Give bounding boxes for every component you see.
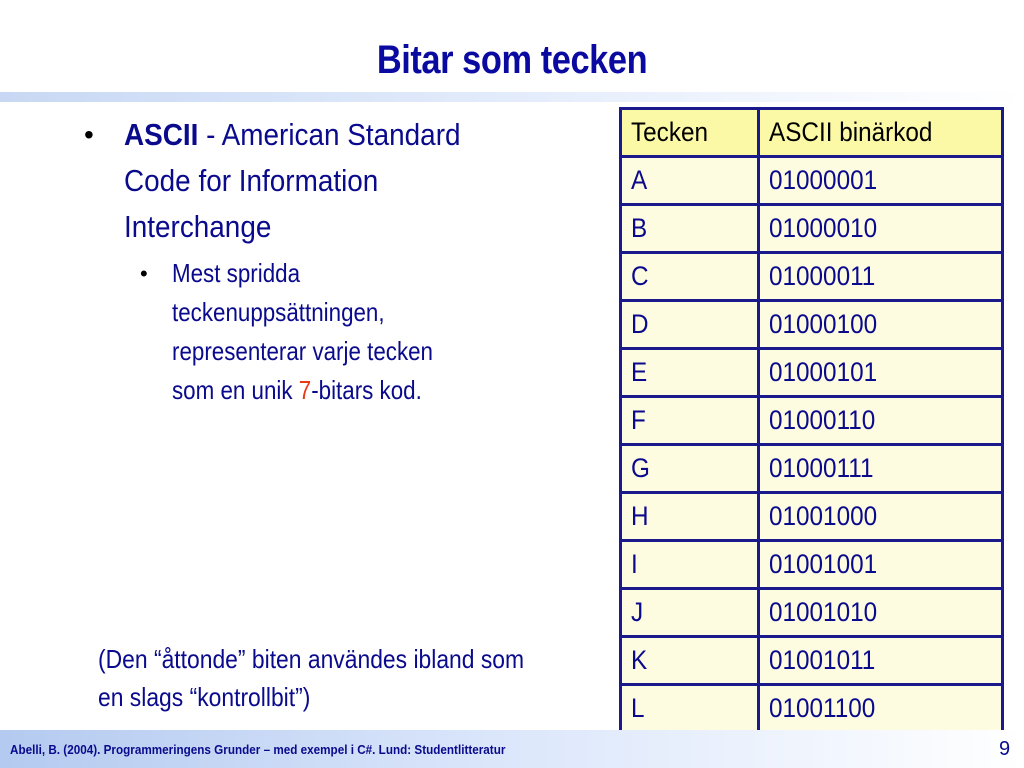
table-header-binary: ASCII binärkod <box>759 109 1003 157</box>
table-cell-binary: 01000010 <box>759 205 1003 253</box>
ascii-table <box>619 107 1004 734</box>
sub-bullet-description <box>84 254 504 410</box>
table-row <box>621 349 1003 397</box>
bullet-marker: • <box>84 119 94 150</box>
sub-bullet-text <box>172 254 456 410</box>
title-underline-band <box>0 92 1024 102</box>
table-cell-binary: 01001010 <box>759 589 1003 637</box>
table-cell-char: G <box>621 445 759 493</box>
table-cell-char: J <box>621 589 759 637</box>
table-cell-binary: 01000110 <box>759 397 1003 445</box>
table-row <box>621 685 1003 733</box>
table-cell-char: A <box>621 157 759 205</box>
ascii-table-container <box>619 107 1004 734</box>
table-cell-char: C <box>621 253 759 301</box>
table-cell-char: L <box>621 685 759 733</box>
bullet-text <box>124 112 520 250</box>
table-cell-binary: 01000111 <box>759 445 1003 493</box>
table-cell-binary: 01001100 <box>759 685 1003 733</box>
table-cell-binary: 01000100 <box>759 301 1003 349</box>
table-cell-char: K <box>621 637 759 685</box>
sub-bullet-text-after: -bitars kod. <box>311 375 422 405</box>
table-row <box>621 205 1003 253</box>
table-row <box>621 637 1003 685</box>
bullet-definition: - American Standard Code for Information Interchange <box>124 117 461 244</box>
table-row <box>621 445 1003 493</box>
table-row <box>621 493 1003 541</box>
table-cell-binary: 01000101 <box>759 349 1003 397</box>
table-row <box>621 397 1003 445</box>
bullet-ascii <box>84 112 504 250</box>
bullet-list <box>84 112 504 410</box>
bullet-term: ASCII <box>124 117 199 152</box>
table-cell-char: F <box>621 397 759 445</box>
table-row <box>621 157 1003 205</box>
table-cell-binary: 01001011 <box>759 637 1003 685</box>
footer-citation: Abelli, B. (2004). Programmeringens Grunder – med exempel i C#. Lund: Studentlitteratur <box>10 742 506 757</box>
table-cell-char: B <box>621 205 759 253</box>
table-cell-binary: 01000011 <box>759 253 1003 301</box>
sub-bullet-highlight: 7 <box>298 375 312 405</box>
table-row <box>621 301 1003 349</box>
table-header-char: Tecken <box>621 109 759 157</box>
table-header-row <box>621 109 1003 157</box>
table-cell-char: D <box>621 301 759 349</box>
sub-bullet-marker: • <box>140 261 148 286</box>
page-number: 9 <box>999 738 1011 760</box>
table-cell-binary: 01001001 <box>759 541 1003 589</box>
table-cell-char: I <box>621 541 759 589</box>
table-body <box>621 157 1003 733</box>
table-row <box>621 589 1003 637</box>
table-row <box>621 541 1003 589</box>
table-row <box>621 253 1003 301</box>
table-cell-char: H <box>621 493 759 541</box>
eighth-bit-note: (Den “åttonde” biten användes ibland som en slags “kontrollbit”) <box>98 644 525 712</box>
table-cell-binary: 01001000 <box>759 493 1003 541</box>
table-cell-char: E <box>621 349 759 397</box>
slide-title: Bitar som tecken <box>376 38 648 82</box>
sub-bullet-text-before: Mest spridda teckenuppsättningen, representerar varje tecken som en unik <box>172 258 433 405</box>
table-cell-binary: 01000001 <box>759 157 1003 205</box>
